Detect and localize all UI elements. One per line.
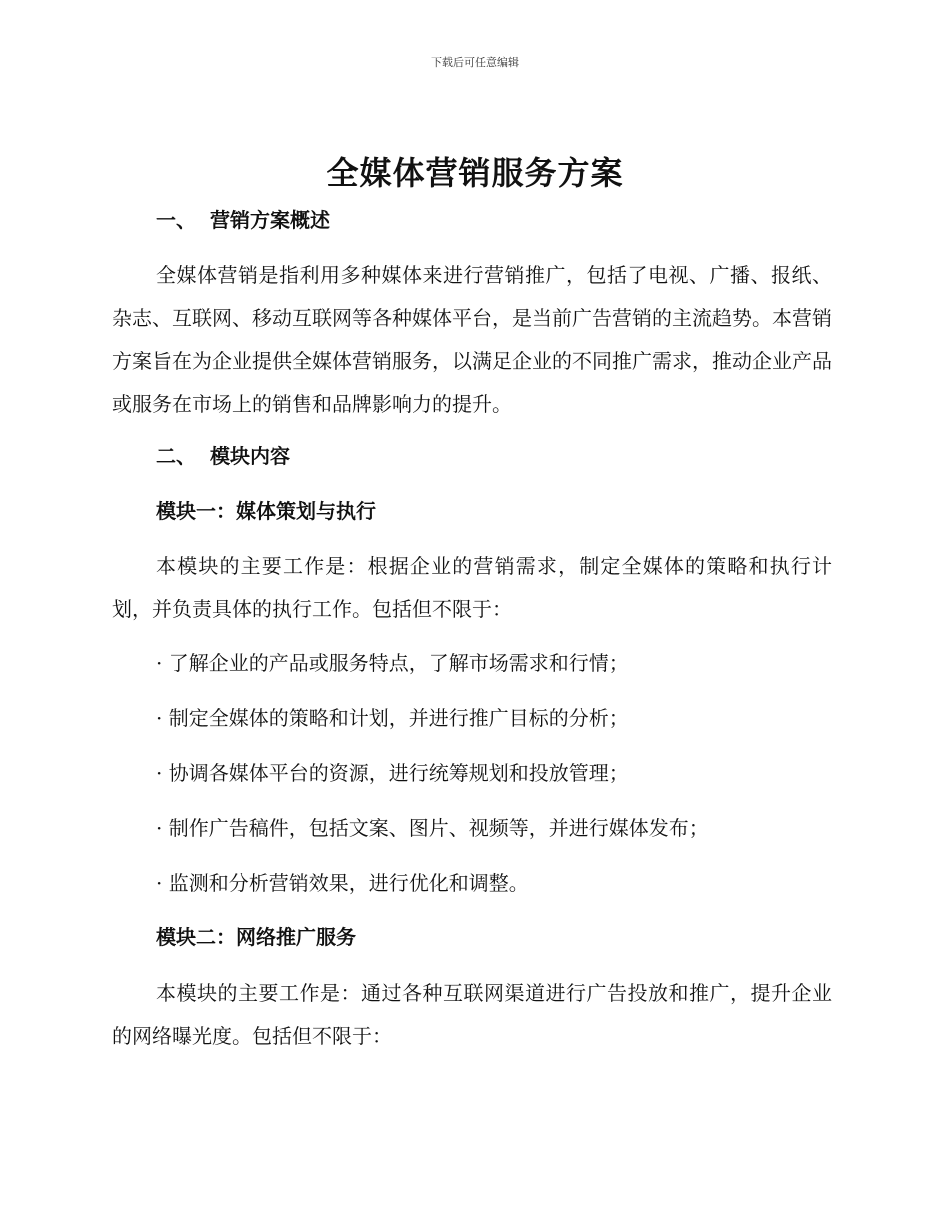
header-note: 下载后可任意编辑: [431, 56, 519, 69]
section-number: 二、: [156, 444, 196, 468]
section-heading-overview: [156, 206, 330, 234]
section-title: 营销方案概述: [210, 208, 330, 232]
list-item: · 制作广告稿件，包括文案、图片、视频等，并进行媒体发布；: [156, 816, 709, 840]
section-heading-modules: [156, 442, 290, 470]
list-item: · 了解企业的产品或服务特点，了解市场需求和行情；: [156, 651, 629, 675]
list-item: · 协调各媒体平台的资源，进行统筹规划和投放管理；: [156, 761, 629, 785]
section-title: 模块内容: [210, 444, 290, 468]
document-title: 全媒体营销服务方案: [326, 154, 624, 192]
module-one-heading: 模块一：媒体策划与执行: [156, 499, 376, 523]
module-two-heading: 模块二：网络推广服务: [156, 925, 356, 949]
section-number: 一、: [156, 208, 196, 232]
list-item: · 制定全媒体的策略和计划，并进行推广目标的分析；: [156, 706, 629, 730]
module-one-paragraph: 本模块的主要工作是：根据企业的营销需求，制定全媒体的策略和执行计划，并负责具体的执行工作。包括但不限于：: [112, 554, 832, 621]
list-item: · 监测和分析营销效果，进行优化和调整。: [156, 871, 529, 895]
module-two-paragraph: 本模块的主要工作是：通过各种互联网渠道进行广告投放和推广，提升企业的网络曝光度。包括但不限于：: [112, 981, 832, 1048]
overview-paragraph: 全媒体营销是指利用多种媒体来进行营销推广，包括了电视、广播、报纸、杂志、互联网、移动互联网等各种媒体平台，是当前广告营销的主流趋势。本营销方案旨在为企业提供全媒体营销服务，以满足企业的不同推广需求，推动企业产品或服务在市场上的销售和品牌影响力的提升。: [112, 263, 832, 416]
